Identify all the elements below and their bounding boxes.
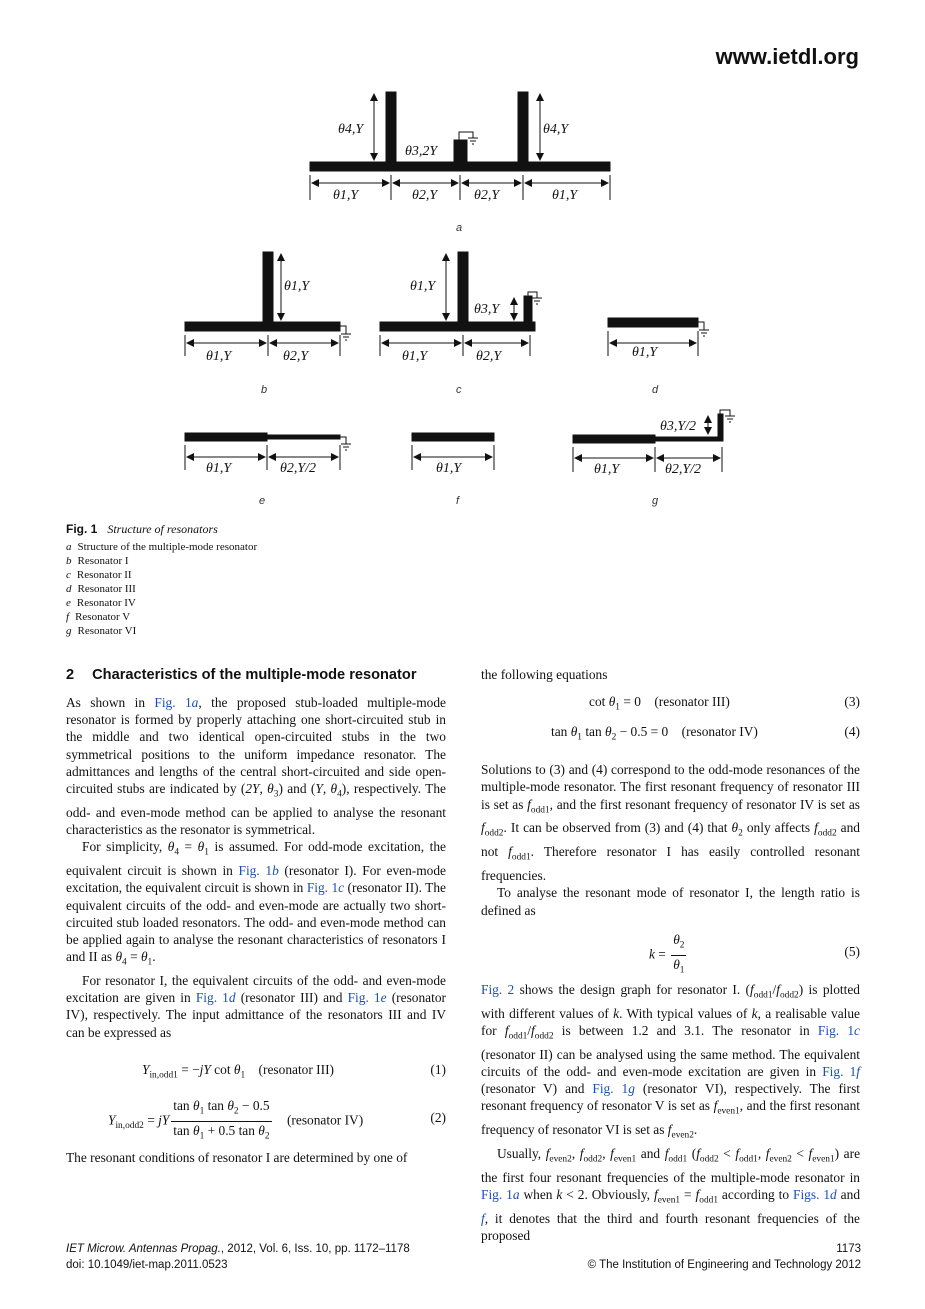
doi[interactable]: doi: 10.1049/iet-map.2011.0523 — [66, 1259, 228, 1271]
fig-ref-1e[interactable]: Fig. 1e — [347, 990, 387, 1006]
paragraph: To analyse the resonant mode of resonator I, the length ratio is defined as — [481, 885, 860, 918]
panel-label-f: f — [456, 495, 460, 507]
equation-5: k = $\frac{\theta_2}{\theta_1}$ (5) — [649, 931, 860, 976]
label-f-theta1: θ1,Y — [436, 461, 462, 476]
label-a-theta2-right: θ2,Y — [474, 188, 500, 203]
panel-c-diagram — [380, 252, 542, 356]
site-url[interactable]: www.ietdl.org — [715, 44, 859, 69]
label-c-theta1-stub: θ1,Y — [410, 279, 436, 294]
label-g-theta3: θ3,Y/2 — [660, 419, 697, 434]
label-b-theta2: θ2,Y — [283, 349, 309, 364]
label-c-theta3: θ3,Y — [474, 302, 500, 317]
caption-item: g Resonator VI — [66, 625, 137, 637]
fig-ref-1a-b[interactable]: Fig. 1a — [481, 1187, 520, 1203]
paragraph: Usually, $f_{even2}$, $f_{odd2}$, $f_{even1}$ and $f_{odd1}$ ($f_{odd2} < f_{odd1}$, $f_{even2} < f_{even1}$) are the first four resonant frequencies of the multiple-mode resonator in Fig. 1a when k < 2. Obviously, $f_{even1} = f_{odd1}$ according to Figs. 1d and f, it denotes that the third and fourth resonant frequencies of the proposed — [481, 1146, 861, 1244]
panel-a-diagram — [310, 92, 610, 200]
fig-ref-1a[interactable]: Fig. 1a — [154, 695, 199, 710]
label-a-theta4-right: θ4,Y — [543, 122, 569, 137]
equation-2: $Y_{in,odd2}$ = jY $\frac{\tan \theta_1 \tan \theta_2 - 0.5}{\tan \theta_1 + 0.5 \tan \theta_2}$ (resonator IV) (2) — [108, 1097, 446, 1142]
caption-item: e Resonator IV — [66, 597, 136, 609]
label-a-theta2-left: θ2,Y — [412, 188, 438, 203]
label-g-theta1: θ1,Y — [594, 462, 620, 477]
label-a-theta4-left: θ4,Y — [338, 122, 364, 137]
resonator-figure — [0, 0, 925, 520]
panel-b-diagram — [185, 252, 351, 356]
label-a-theta1-left: θ1,Y — [333, 188, 359, 203]
fig-ref-1b[interactable]: Fig. 1b — [238, 863, 279, 879]
page-number: 1173 — [836, 1243, 861, 1255]
caption-item: a Structure of the multiple-mode resonator — [66, 541, 258, 553]
label-g-theta2: θ2,Y/2 — [665, 462, 702, 477]
fig-ref-f[interactable]: f — [481, 1211, 485, 1227]
panel-label-d: d — [652, 384, 659, 396]
fig-ref-1g[interactable]: Fig. 1g — [592, 1081, 635, 1097]
journal-name: IET Microw. Antennas Propag. — [66, 1243, 221, 1255]
fig-ref-1c-b[interactable]: Fig. 1c — [817, 1022, 860, 1038]
label-e-theta2: θ2,Y/2 — [280, 461, 317, 476]
fig-ref-1c[interactable]: Fig. 1c — [306, 880, 345, 896]
caption-item: b Resonator I — [66, 555, 129, 567]
equation-3: $\cot \theta_1 = 0$ (resonator III) (3) — [589, 694, 860, 713]
panel-label-a: a — [456, 222, 463, 234]
paragraph: The resonant conditions of resonator I are determined by one of — [66, 1149, 408, 1165]
paragraph: Solutions to (3) and (4) correspond to the odd-mode resonances of the multiple-mode resonator. The first resonant frequency of resonator III is set as $f_{odd1}$, and the first resonant frequency of resonator IV is set as $f_{odd2}$. It can be observed from (3) and (4) that $\theta_2$ only affects $f_{odd2}$ and not $f_{odd1}$. Therefore resonator I has easily controlled resonant frequencies. — [481, 762, 861, 884]
label-b-theta1: θ1,Y — [206, 349, 232, 364]
copyright: © The Institution of Engineering and Technology 2012 — [587, 1259, 861, 1271]
section-heading: 2 Characteristics of the multiple-mode resonator — [66, 667, 417, 683]
paragraph: Fig. 2 shows the design graph for resonator I. $(f_{odd1}/f_{odd2})$ is plotted with different values of k. With typical values of k, a realisable value for $f_{odd1}/f_{odd2}$ is between 1.2 and 3.1. The resonator in Fig. 1c (resonator II) can be analysed using the same method. The equivalent circuits of the odd- and even-mode excitation are given in Fig. 1f (resonator V) and Fig. 1g (resonator VI), respectively. The first resonant frequency of resonator V is set as $f_{even1}$, and the first resonant frequency of resonator VI is set as $f_{even2}$. — [481, 981, 861, 1141]
right-column — [481, 666, 860, 1245]
panel-label-g: g — [652, 495, 659, 507]
fig-ref-1f[interactable]: Fig. 1f — [822, 1064, 861, 1079]
label-e-theta1: θ1,Y — [206, 461, 232, 476]
paragraph: For simplicity, $\theta_4 = \theta_1$ is assumed. For odd-mode excitation, the equivalent circuit is shown in Fig. 1b (resonator I). For even-mode excitation, the equivalent circuit is shown in Fig. 1c (resonator II). The equivalent circuits of the odd- and even-mode are actually two short-circuited stub loaded resonators. The odd- and even-mode method can be applied again to analyse the resonant characteristics of resonators I and II as $\theta_4 = \theta_1$. — [66, 839, 446, 968]
paragraph: As shown in Fig. 1a, the proposed stub-loaded multiple-mode resonator is formed by properly attaching one short-circuited stub in the middle and two identical open-circuited stubs in the two symmetrical positions to the uniform impedance resonator. The admittances and lengths of the central short-circuited and side open-circuited stubs are indicated by (2Y, $\theta_3$) and (Y, $\theta_4$), respectively. The odd- and even-mode method can be applied to analyse the resonant characteristics as the resonator is symmetrical. — [66, 695, 447, 838]
left-column — [66, 666, 446, 1166]
caption-item: c Resonator II — [66, 569, 132, 581]
label-c-theta2: θ2,Y — [476, 349, 502, 364]
label-d-theta1: θ1,Y — [632, 345, 658, 360]
paragraph: the following equations — [481, 667, 608, 682]
label-a-theta3: θ3,2Y — [405, 144, 438, 159]
label-a-theta1-right: θ1,Y — [552, 188, 578, 203]
caption-item: d Resonator III — [66, 583, 136, 595]
panel-label-e: e — [259, 495, 266, 507]
figure-caption — [66, 522, 486, 638]
figure-number: Fig. 1 — [66, 522, 98, 536]
equation-4: $\tan \theta_1$ $\tan \theta_2 - 0.5 = 0$ (resonator IV) (4) — [551, 724, 860, 743]
paragraph: For resonator I, the equivalent circuits of the odd- and even-mode excitation are given in Fig. 1d (resonator III) and Fig. 1e (resonator IV), respectively. The input admittance of the resonators III and IV can be expressed as — [66, 973, 446, 1040]
panel-label-b: b — [261, 384, 268, 396]
footer-left — [66, 1241, 410, 1273]
label-b-theta1-stub: θ1,Y — [284, 279, 310, 294]
figure-title: Structure of resonators — [107, 522, 218, 536]
equation-1: $Y_{in,odd1} = -jY$ $\cot \theta_1$ (resonator III) (1) — [142, 1061, 446, 1081]
panel-label-c: c — [456, 384, 462, 396]
panel-d-diagram — [608, 318, 709, 356]
fig-ref-2[interactable]: Fig. 2 — [481, 981, 515, 997]
fig-ref-1d[interactable]: Fig. 1d — [195, 990, 236, 1006]
citation: , 2012, Vol. 6, Iss. 10, pp. 1172–1178 — [220, 1243, 410, 1255]
fig-ref-1d-f[interactable]: Figs. 1d — [793, 1187, 837, 1203]
label-c-theta1: θ1,Y — [402, 349, 428, 364]
footer-right — [588, 1241, 861, 1273]
caption-item: f Resonator V — [66, 611, 131, 623]
